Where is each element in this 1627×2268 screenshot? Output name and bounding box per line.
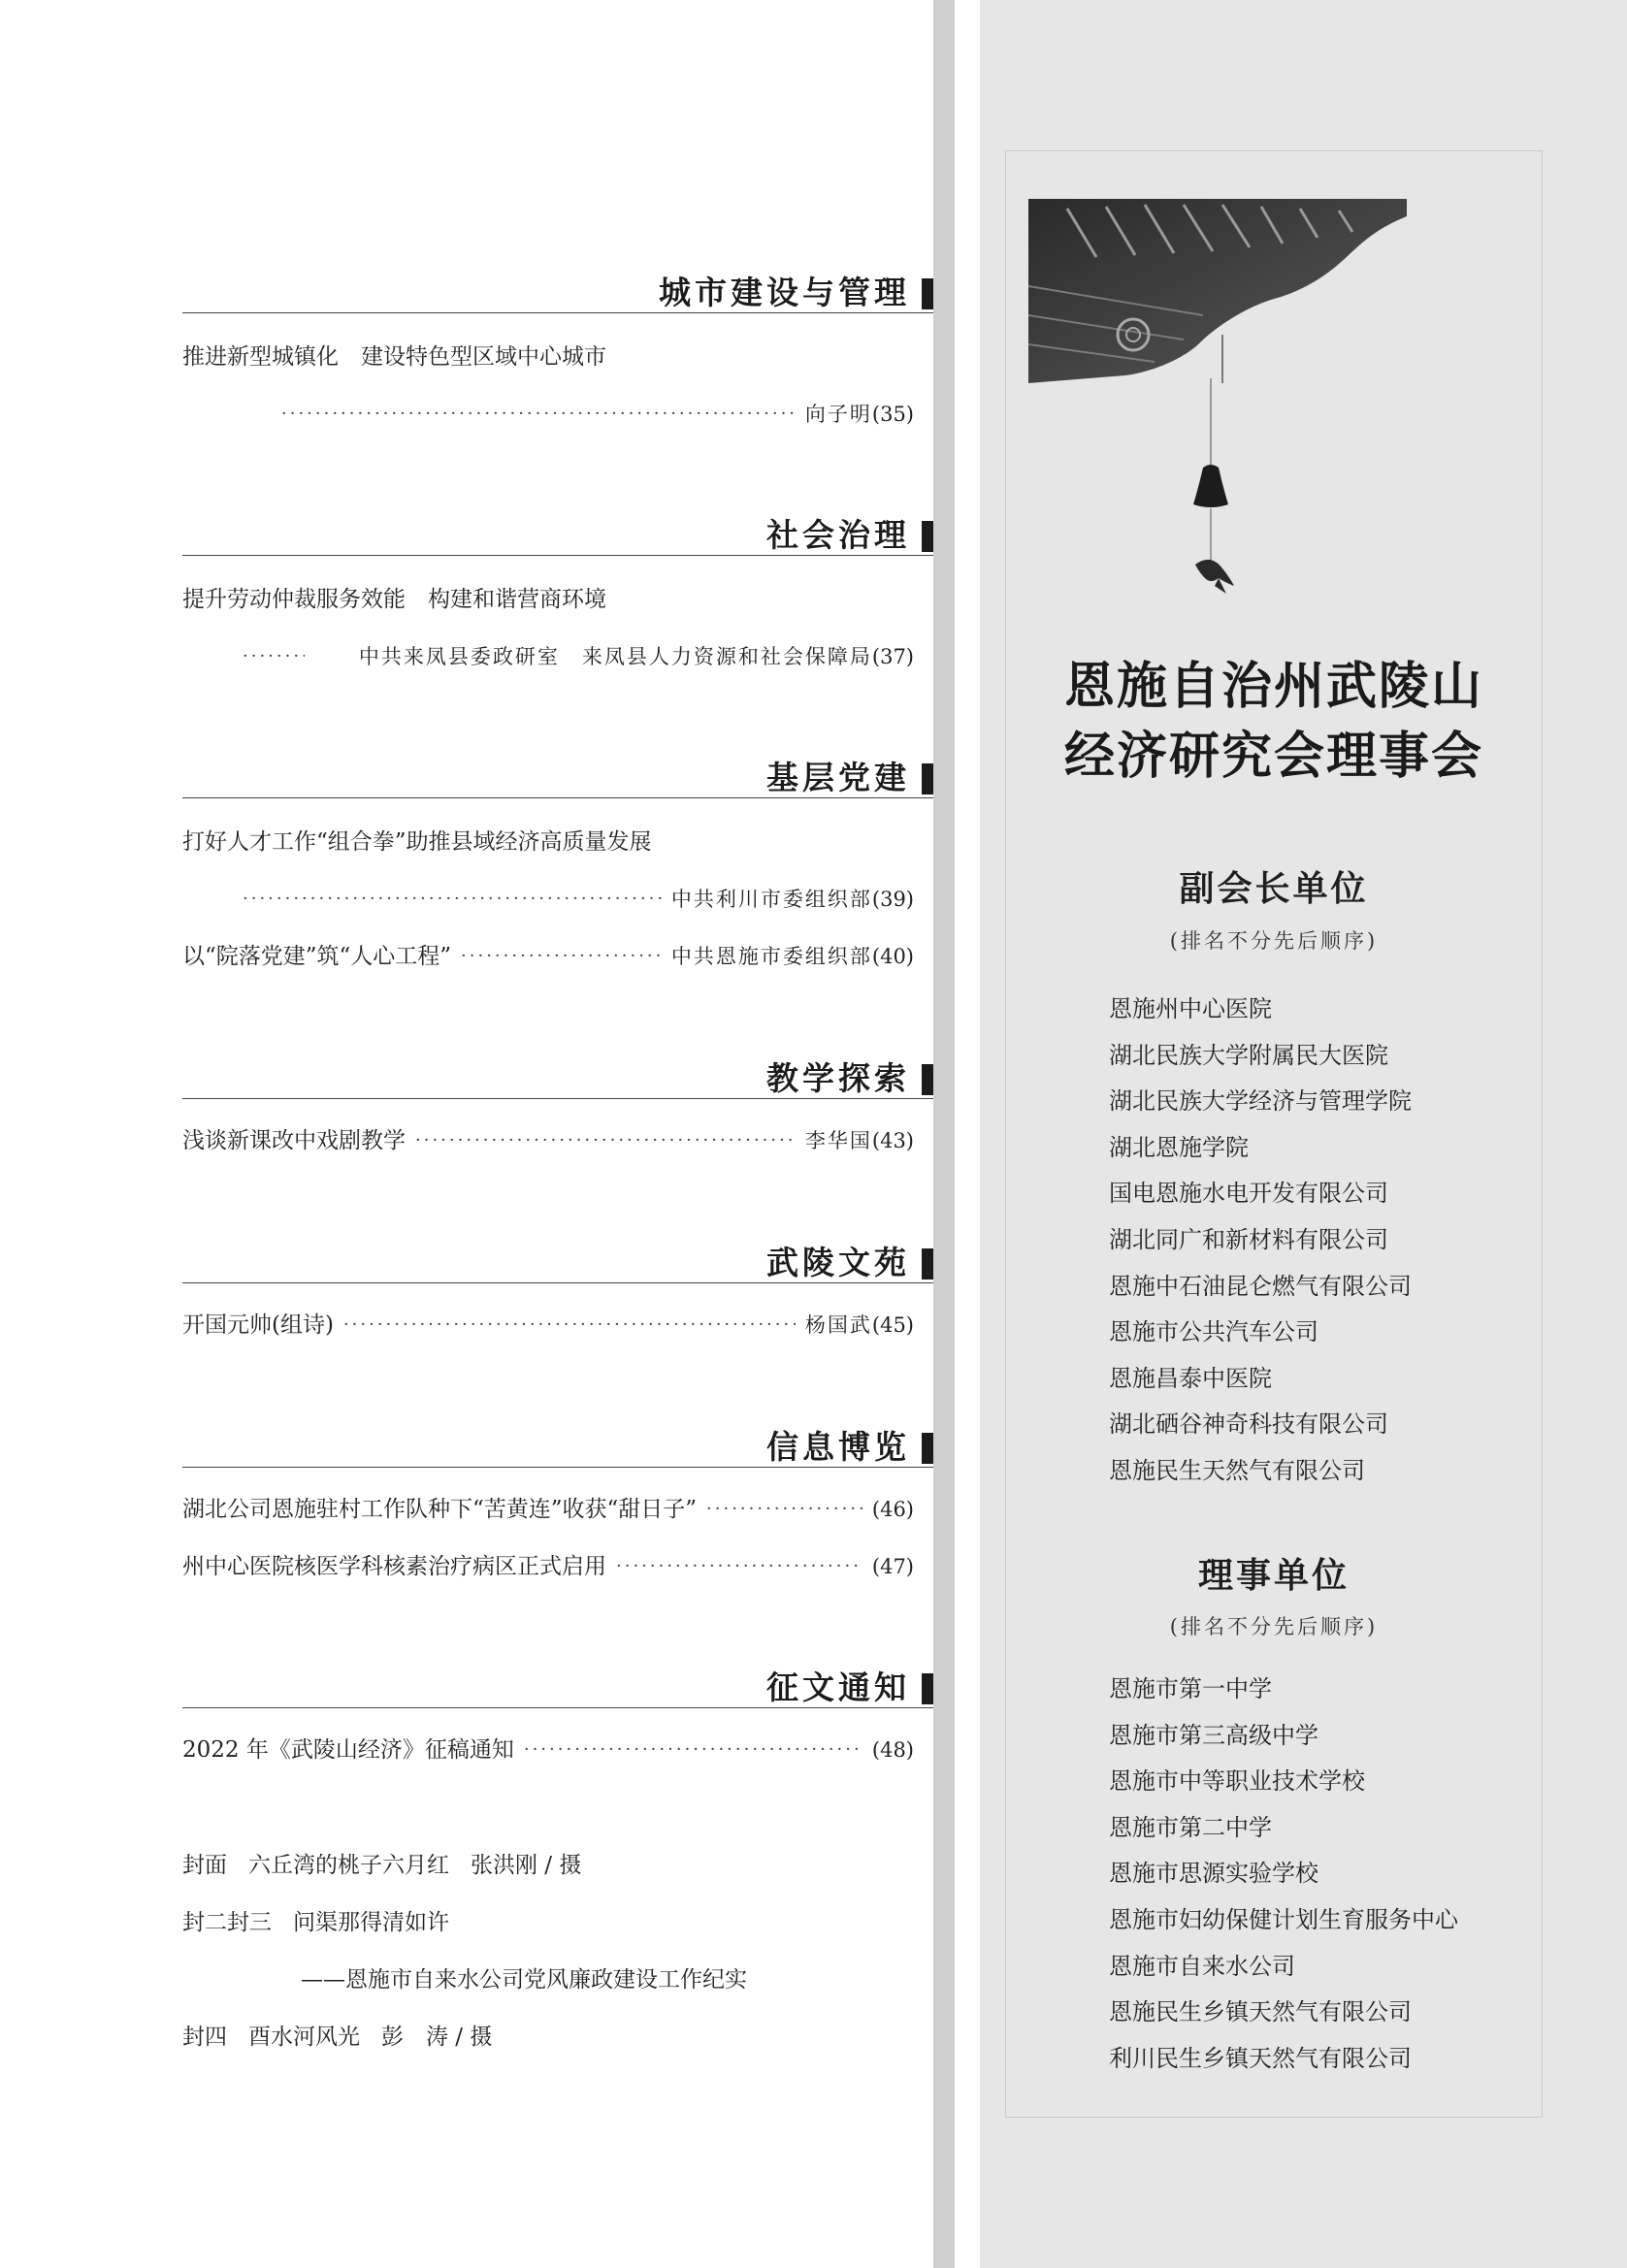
section-title: 社会治理 [766,516,910,554]
unit-item: 恩施中石油昆仑燃气有限公司 [1109,1272,1412,1300]
unit-item: 恩施民生天然气有限公司 [1109,1456,1365,1484]
leader-dots [461,941,662,972]
cover-text: 六丘湾的桃子六月红 [248,1853,449,1878]
cover-label: 封二封三 [182,1910,272,1935]
unit-item: 恩施市中等职业技术学校 [1109,1767,1365,1796]
cover-text: ——恩施市自来水公司党风廉政建设工作纪实 [301,1967,747,1993]
vice-president-group-note: (排名不分先后顺序) [1169,929,1379,953]
leader-dots [706,1494,862,1525]
entry-page: (43) [871,1129,914,1152]
entry-title: 2022 年《武陵山经济》征稿通知 [182,1737,514,1763]
section-title: 基层党建 [766,759,910,796]
section-header-governance [182,516,955,556]
toc-entry[interactable] [182,584,914,615]
roof-eave-illustration [1028,199,1407,383]
unit-item: 湖北同广和新材料有限公司 [1109,1225,1388,1253]
leader-dots [524,1734,862,1766]
entry-page: (37) [871,645,914,668]
entry-title: 推进新型城镇化 建设特色型区域中心城市 [182,344,606,370]
entry-page: (40) [871,945,914,968]
director-group-title: 理事单位 [1197,1556,1350,1596]
entry-author: 李华国 [804,1129,872,1152]
entry-title: 开国元帅(组诗) [182,1312,334,1338]
unit-item: 恩施市妇幼保健计划生育服务中心 [1109,1905,1458,1933]
entry-page: (45) [871,1313,914,1337]
unit-item: 利川民生乡镇天然气有限公司 [1109,2044,1412,2072]
toc-entry[interactable] [182,1494,914,1525]
entry-author: 中共利川市委组织部 [670,888,872,911]
leader-dots [243,884,662,915]
leader-dots [281,399,796,430]
section-title: 教学探索 [766,1059,910,1097]
toc-entry[interactable] [182,1551,914,1582]
unit-item: 恩施民生乡镇天然气有限公司 [1109,1998,1412,2026]
section-header-urban [182,274,955,313]
section-title: 城市建设与管理 [659,274,910,311]
director-group-note: (排名不分先后顺序) [1169,1615,1379,1638]
entry-page: (39) [871,888,914,911]
org-title-line: 经济研究会理事会 [1063,727,1483,786]
cover-credit-back [182,2022,513,2053]
entry-author: 中共恩施市委组织部 [670,945,872,968]
unit-item: 恩施市第一中学 [1109,1675,1272,1702]
section-header-literature [182,1244,955,1283]
section-header-call-for-papers [182,1669,955,1708]
unit-item: 国电恩施水电开发有限公司 [1109,1180,1388,1208]
entry-author: 中共来凤县委政研室 来凤县人力资源和社会保障局 [358,645,872,668]
toc-entry[interactable] [182,1734,914,1766]
entry-title: 浅谈新课改中戏剧教学 [182,1128,406,1153]
entry-title: 提升劳动仲裁服务效能 构建和谐营商环境 [182,587,606,612]
cover-credit: 张洪刚 / 摄 [471,1853,582,1878]
unit-item: 恩施市思源实验学校 [1109,1860,1318,1888]
wind-bell-icon [1182,378,1240,611]
unit-item: 湖北硒谷神奇科技有限公司 [1109,1410,1388,1439]
org-title-line: 恩施自治州武陵山 [1063,657,1483,716]
cover-credit-front [182,1850,602,1881]
section-title: 武陵文苑 [766,1244,910,1281]
toc-entry[interactable] [182,1125,914,1156]
unit-item: 恩施昌泰中医院 [1109,1364,1272,1392]
section-header-party [182,759,955,798]
section-header-news [182,1428,955,1468]
entry-page: (47) [871,1555,914,1578]
toc-entry-author-line[interactable] [272,399,914,430]
entry-page: (46) [871,1498,914,1521]
director-unit-list [1109,1667,1536,2082]
section-header-teaching [182,1059,955,1099]
toc-entry[interactable] [182,941,914,972]
cover-label: 封四 [182,2025,227,2050]
organization-title [1005,652,1543,792]
toc-entry[interactable] [182,1310,914,1341]
entry-author: 向子明 [804,403,872,426]
toc-entry-author-line[interactable] [233,884,914,915]
cover-label: 封面 [182,1853,227,1878]
vice-president-unit-list [1109,987,1536,1495]
unit-item: 恩施市自来水公司 [1109,1952,1295,1980]
entry-page: (48) [871,1738,914,1762]
leader-dots [343,1310,796,1341]
entry-page: (35) [871,403,914,426]
cover-credit-inside [182,1907,471,1938]
entry-title: 打好人才工作“组合拳”助推县域经济高质量发展 [182,829,652,855]
entry-title: 湖北公司恩施驻村工作队种下“苦黄连”收获“甜日子” [182,1497,698,1522]
cover-credit: 彭 涛 / 摄 [381,2025,493,2050]
vice-president-group-title: 副会长单位 [1179,869,1369,909]
unit-item: 恩施市第三高级中学 [1109,1721,1318,1749]
unit-item: 湖北民族大学经济与管理学院 [1109,1087,1412,1116]
leader-dots [415,1125,796,1156]
unit-item: 恩施市公共汽车公司 [1109,1318,1318,1346]
entry-title: 以“院落党建”筑“人心工程” [182,944,452,969]
section-title: 征文通知 [766,1669,910,1706]
section-title: 信息博览 [766,1428,910,1466]
cover-subtitle [301,1964,768,1995]
page-gutter [933,0,955,2268]
unit-item: 湖北民族大学附属民大医院 [1109,1041,1388,1069]
entry-author: 杨国武 [804,1313,872,1337]
unit-item: 恩施市第二中学 [1109,1813,1272,1841]
cover-text: 问渠那得清如许 [293,1910,449,1935]
unit-item: 恩施州中心医院 [1109,995,1272,1022]
unit-item: 湖北恩施学院 [1109,1133,1249,1161]
entry-title: 州中心医院核医学科核素治疗病区正式启用 [182,1554,606,1579]
leader-dots [616,1551,862,1582]
toc-entry[interactable] [182,826,914,858]
toc-entry-author-line[interactable] [233,641,914,672]
toc-entry[interactable] [182,341,914,373]
leader-dots [243,641,305,672]
cover-text: 酉水河风光 [248,2025,360,2050]
